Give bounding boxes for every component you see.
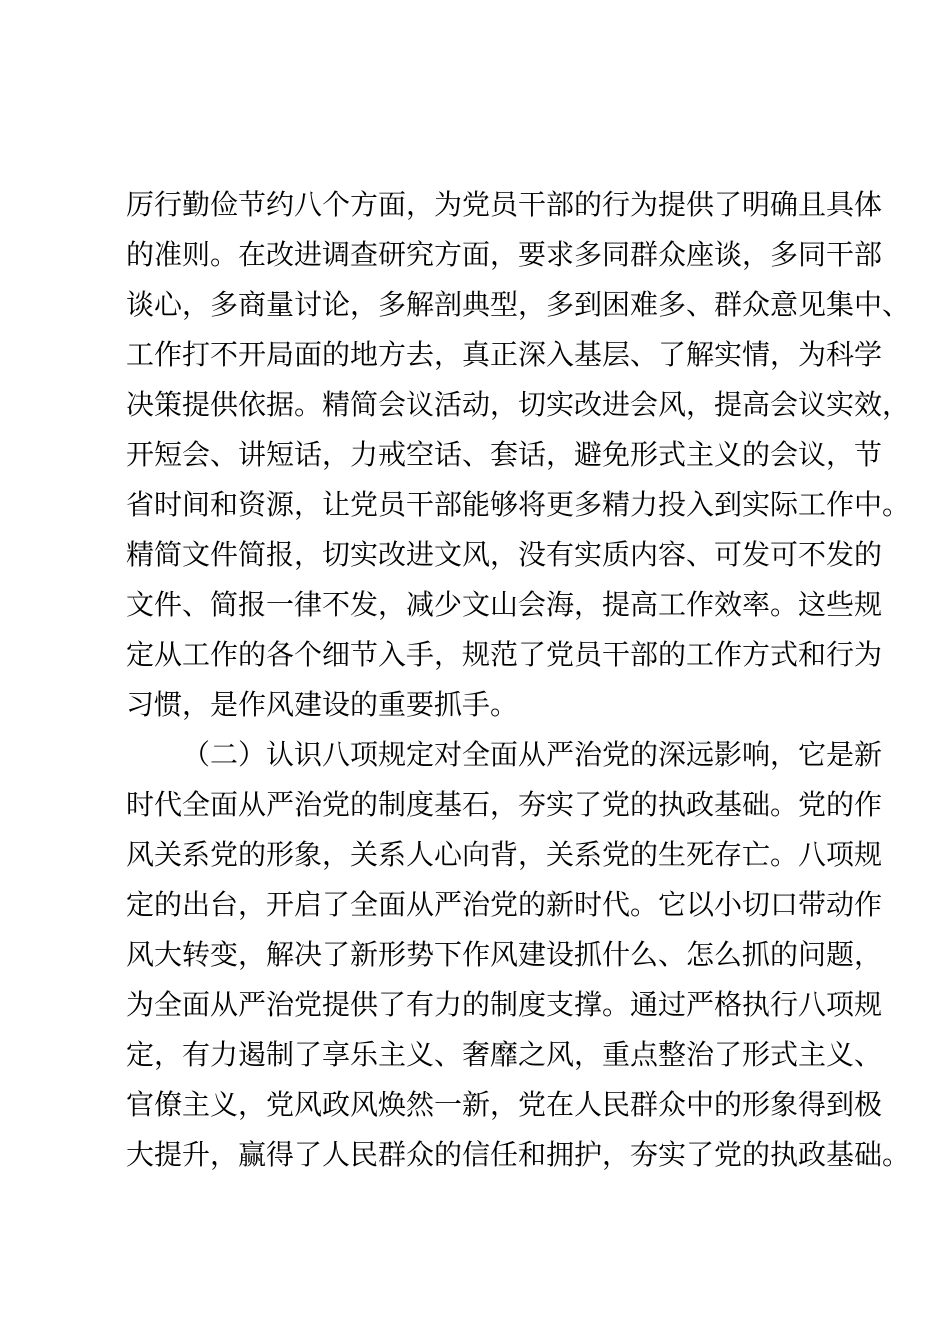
text-line: 文件、简报一律不发，减少文山会海，提高工作效率。这些规 xyxy=(126,588,883,621)
text-line: 开短会、讲短话，力戒空话、套话，避免形式主义的会议，节 xyxy=(126,438,883,471)
text-line: 大提升，赢得了人民群众的信任和拥护，夯实了党的执政基础。 xyxy=(126,1138,911,1171)
text-line: 谈心，多商量讨论，多解剖典型，多到困难多、群众意见集中、 xyxy=(126,288,911,321)
text-line: 时代全面从严治党的制度基石，夯实了党的执政基础。党的作 xyxy=(126,788,883,821)
text-line: 省时间和资源，让党员干部能够将更多精力投入到实际工作中。 xyxy=(126,488,911,521)
text-line: 官僚主义，党风政风焕然一新，党在人民群众中的形象得到极 xyxy=(126,1088,883,1121)
text-line: 定，有力遏制了享乐主义、奢靡之风，重点整治了形式主义、 xyxy=(126,1038,883,1071)
paragraph-1 xyxy=(126,180,911,730)
text-line: 精简文件简报，切实改进文风，没有实质内容、可发可不发的 xyxy=(126,538,883,571)
text-line: 厉行勤俭节约八个方面，为党员干部的行为提供了明确且具体 xyxy=(126,188,883,221)
text-line: 风大转变，解决了新形势下作风建设抓什么、怎么抓的问题， xyxy=(126,938,883,971)
paragraph-2 xyxy=(126,730,911,1180)
text-line: 定从工作的各个细节入手，规范了党员干部的工作方式和行为 xyxy=(126,638,883,671)
text-line: 定的出台，开启了全面从严治党的新时代。它以小切口带动作 xyxy=(126,888,883,921)
text-line: 习惯，是作风建设的重要抓手。 xyxy=(126,688,519,721)
section-heading-line: （二）认识八项规定对全面从严治党的深远影响，它是新 xyxy=(182,738,883,771)
document-body xyxy=(126,180,911,1180)
text-line: 工作打不开局面的地方去，真正深入基层、了解实情，为科学 xyxy=(126,338,883,371)
text-line: 为全面从严治党提供了有力的制度支撑。通过严格执行八项规 xyxy=(126,988,883,1021)
text-line: 决策提供依据。精简会议活动，切实改进会风，提高会议实效， xyxy=(126,388,911,421)
text-line: 的准则。在改进调查研究方面，要求多同群众座谈，多同干部 xyxy=(126,238,883,271)
text-line: 风关系党的形象，关系人心向背，关系党的生死存亡。八项规 xyxy=(126,838,883,871)
